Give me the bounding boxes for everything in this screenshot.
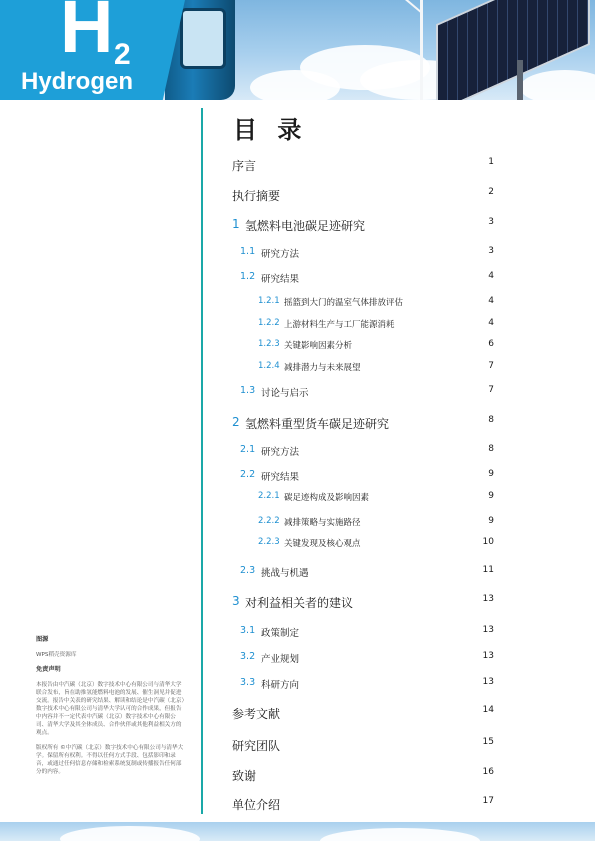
toc-entry[interactable] — [0, 339, 595, 355]
copyright-text: 版权所有 ©中汽碳（北京）数字技术中心有限公司与清华大学。保留所有权利。不得以任何方式手段、包括影印和录音，或通过任何信息存储和检索系统复制或传播报告任何部分的内容。 — [36, 745, 184, 775]
toc-entry[interactable] — [0, 537, 595, 553]
toc-entry-page: 7 — [488, 361, 494, 371]
toc-entry-title: 摇篮到大门的温室气体排放评估 — [284, 298, 404, 308]
toc-entry-page: 8 — [488, 415, 494, 425]
cloud-shape — [250, 70, 340, 100]
toc-entry-number: 2 — [232, 415, 240, 429]
toc-entry-page: 4 — [488, 296, 494, 306]
toc-entry[interactable] — [0, 361, 595, 377]
header-banner — [0, 0, 595, 100]
toc-entry[interactable] — [0, 385, 595, 401]
toc-entry-page: 3 — [488, 246, 494, 256]
toc-entry-title: 研究结果 — [261, 472, 300, 483]
toc-entry-number: 3.1 — [240, 625, 256, 636]
logo-subscript: 2 — [114, 38, 131, 71]
toc-entry-title: 序言 — [232, 159, 257, 173]
toc-entry-number: 2.3 — [240, 565, 256, 576]
toc-entry-number: 2.1 — [240, 444, 256, 455]
toc-entry-number: 1.3 — [240, 385, 256, 396]
toc-entry-title: 参考文献 — [232, 707, 281, 721]
toc-entry-title: 科研方向 — [261, 680, 300, 691]
toc-entry-number: 1.2.3 — [258, 339, 280, 349]
toc-entry-number: 1.2.2 — [258, 318, 280, 328]
toc-entry[interactable] — [0, 594, 595, 610]
cloud-shape — [320, 828, 480, 841]
toc-entry-number: 3 — [232, 594, 240, 608]
cloud-shape — [60, 826, 200, 841]
logo-word: Hydrogen — [21, 68, 134, 95]
toc-entry[interactable] — [0, 415, 595, 431]
toc-entry-title: 单位介绍 — [232, 798, 281, 812]
toc-entry-number: 2.2.1 — [258, 491, 280, 501]
toc-entry[interactable] — [0, 246, 595, 262]
toc-entry[interactable] — [0, 469, 595, 485]
logo-h: H — [60, 0, 114, 68]
toc-entry[interactable] — [0, 491, 595, 507]
toc-entry[interactable] — [0, 796, 595, 812]
toc-entry-title: 氢燃料电池碳足迹研究 — [245, 219, 366, 233]
toc-entry-number: 1.2.4 — [258, 361, 280, 371]
source-text: WPS稻壳资源库 — [36, 652, 77, 658]
toc-entry[interactable] — [0, 318, 595, 334]
toc-entry-page: 13 — [482, 625, 494, 635]
toc-entry-title: 政策制定 — [261, 628, 300, 639]
toc-entry-page: 13 — [482, 594, 494, 604]
toc-entry-title: 研究团队 — [232, 739, 281, 753]
toc-entry-number: 2.2.3 — [258, 537, 280, 547]
toc-entry[interactable] — [0, 444, 595, 460]
toc-entry-title: 关键发现及核心观点 — [284, 539, 361, 549]
toc-entry[interactable] — [0, 187, 595, 203]
toc-entry-number: 1.2.1 — [258, 296, 280, 306]
toc-entry-page: 9 — [488, 516, 494, 526]
toc-entry-number: 3.2 — [240, 651, 256, 662]
toc-entry-title: 减排潜力与未来展望 — [284, 363, 361, 373]
wind-turbine-image — [420, 0, 423, 100]
toc-entry-page: 1 — [488, 157, 494, 167]
toc-entry[interactable] — [0, 296, 595, 312]
toc-entry-title: 执行摘要 — [232, 189, 281, 203]
toc-entry-page: 9 — [488, 469, 494, 479]
toc-entry-title: 关键影响因素分析 — [284, 341, 353, 351]
toc-entry-page: 6 — [488, 339, 494, 349]
toc-entry-page: 9 — [488, 491, 494, 501]
toc-entry-page: 3 — [488, 217, 494, 227]
disclaimer-title: 免责声明 — [36, 666, 61, 673]
toc-entry-title: 对利益相关者的建议 — [245, 596, 354, 610]
bus-window — [180, 8, 226, 69]
toc-entry-page: 17 — [482, 796, 494, 806]
toc-entry-page: 10 — [482, 537, 494, 547]
toc-entry-title: 产业规划 — [261, 654, 300, 665]
toc-entry-title: 氢燃料重型货车碳足迹研究 — [245, 417, 390, 431]
toc-entry-page: 8 — [488, 444, 494, 454]
toc-entry-page: 2 — [488, 187, 494, 197]
toc-entry-page: 7 — [488, 385, 494, 395]
toc-entry-number: 1.1 — [240, 246, 256, 257]
toc-entry-page: 13 — [482, 651, 494, 661]
toc-entry-title: 碳足迹构成及影响因素 — [284, 493, 370, 503]
toc-entry[interactable] — [0, 516, 595, 532]
toc-entry-title: 挑战与机遇 — [261, 568, 309, 579]
toc-entry-title: 研究结果 — [261, 274, 300, 285]
toc-entry[interactable] — [0, 565, 595, 581]
toc-entry-page: 11 — [482, 565, 494, 575]
solar-panel-pole — [517, 60, 523, 100]
toc-entry-number: 2.2.2 — [258, 516, 280, 526]
source-title: 图源 — [36, 636, 49, 643]
toc-entry-number: 1.2 — [240, 271, 256, 282]
toc-entry-title: 讨论与启示 — [261, 388, 309, 399]
page-title: 目 录 — [233, 116, 308, 144]
sidebar-notes — [36, 636, 186, 783]
toc-entry-page: 15 — [482, 737, 494, 747]
footer-strip — [0, 822, 595, 841]
toc-entry-number: 2.2 — [240, 469, 256, 480]
toc-entry[interactable] — [0, 217, 595, 233]
toc-entry-page: 13 — [482, 677, 494, 687]
toc-entry[interactable] — [0, 157, 595, 173]
toc-entry-page: 14 — [482, 705, 494, 715]
cloud-shape — [520, 70, 595, 100]
toc-entry-title: 上游材料生产与工厂能源消耗 — [284, 320, 395, 330]
toc-entry-page: 4 — [488, 318, 494, 328]
toc-entry-title: 减排策略与实施路径 — [284, 518, 361, 528]
toc-entry-title: 致谢 — [232, 769, 257, 783]
toc-entry-title: 研究方法 — [261, 447, 300, 458]
toc-entry-page: 16 — [482, 767, 494, 777]
toc-entry-number: 3.3 — [240, 677, 256, 688]
toc-entry-number: 1 — [232, 217, 240, 231]
toc-entry[interactable] — [0, 271, 595, 287]
toc-entry-title: 研究方法 — [261, 249, 300, 260]
toc-entry-page: 4 — [488, 271, 494, 281]
disclaimer-text: 本报告由中汽碳（北京）数字技术中心有限公司与清华大学联合发布，旨在助推氢能燃料电池的发展、催生洞见并促进交流。报告中关表的研究结果、解读和结论是中汽碳（北京）数字技术中心有限公司与清华大学认可的合作成果，但报告中内容并不一定代表中汽碳（北京）数字技术中心有限公司、清华大学及其全体成员、合作伙伴或其他利益相关方的观点。 — [36, 682, 185, 736]
